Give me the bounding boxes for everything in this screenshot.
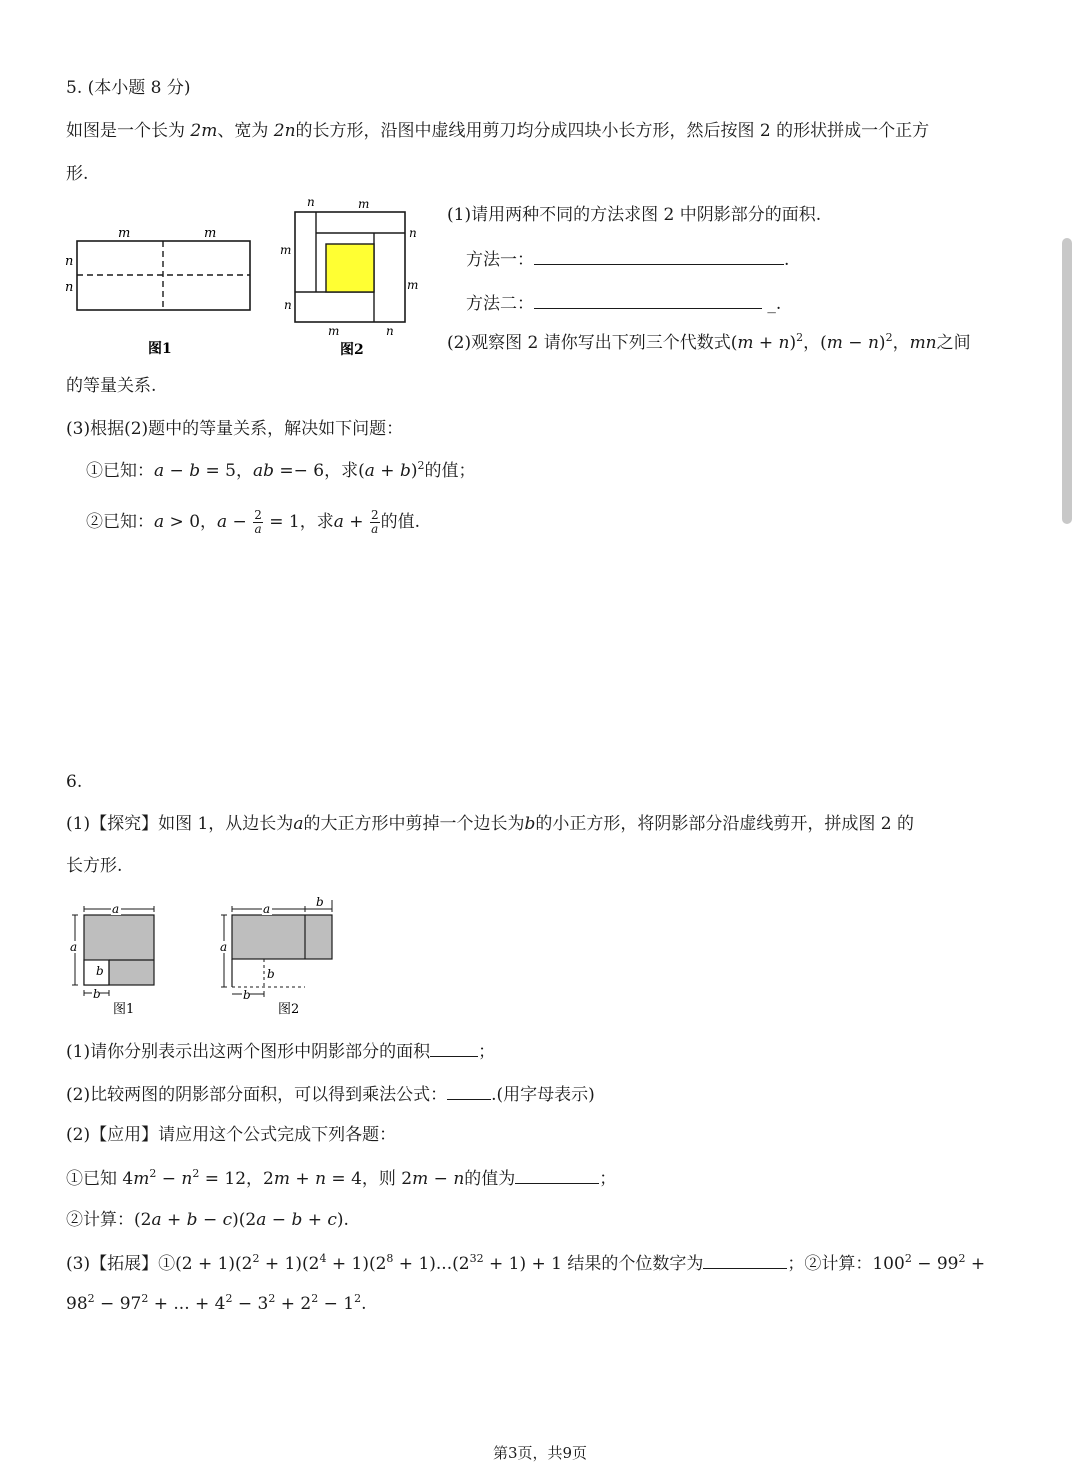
q5-fig1-label-m2: m [204, 226, 217, 241]
q5-item2: ②已知：a > 0，a − $\frac{2}{a}$ = 1，求a + $\frac{2}{a}$ 的值. [86, 508, 420, 536]
q6-q1: (1)请你分别表示出这两个图形中阴影部分的面积 ； [66, 1042, 496, 1062]
q5-fig2-label-bottom-m: m [328, 324, 340, 338]
q5-figure-2 [278, 192, 428, 362]
q5-method2-blank[interactable] [534, 292, 762, 309]
q5-fig2-label-right-m: m [407, 278, 419, 292]
q5-part2-line2: 的等量关系. [66, 376, 157, 396]
q6-fig2-label-bottom-b: b [243, 988, 251, 1002]
q5-method1-blank[interactable] [534, 248, 784, 265]
q6-title: 6. [66, 772, 83, 792]
q6-fig2-label-left-a: a [220, 940, 228, 954]
q5-method2: 方法二： _. [466, 294, 782, 314]
q6-extend-line2: $98^2 - 97^2$ + ... + $4^2 - 3^2 + 2^2 - 1^2$. [66, 1292, 367, 1314]
q6-q1-blank[interactable] [430, 1040, 478, 1057]
q5-fig2-label-top-m: m [358, 197, 370, 211]
q6-fig2-label-top-a: a [263, 902, 271, 916]
q5-figure-1 [60, 220, 260, 362]
q6-apply: (2)【应用】请应用这个公式完成下列各题： [66, 1125, 397, 1145]
q6-figure-1 [64, 898, 164, 1020]
q6-extend-line1: (3)【拓展】①(2 + $1)(2^2 + 1)(2^4 + 1)(2^8 + 1)...(2^{32} + 1) + 1$ 结果的个位数字为 ；②计算：$100^2 - 99^2$ + [66, 1252, 986, 1274]
q5-fig2-label-right-n: n [409, 226, 417, 240]
q6-fig1-label-top-a: a [112, 902, 120, 916]
q6-explore-line1: (1)【探究】如图 1，从边长为a的大正方形中剪掉一个边长为b的小正方形，将阴影部分沿虚线剪开，拼成图 2 的 [66, 814, 914, 834]
q6-fig1-label-inner-b: b [96, 964, 104, 978]
q6-apply-1: ①已知 $4m^2 - n^2 = 12$，2m + n = 4，则 2m − n的值为 ； [66, 1167, 617, 1189]
q6-apply-1-blank[interactable] [515, 1167, 599, 1184]
q5-method1: 方法一： . [466, 250, 790, 270]
page-footer: 第3页，共9页 [492, 1444, 588, 1462]
q5-fig2-label-left-n: n [284, 298, 292, 312]
q5-fig1-caption: 图1 [148, 341, 172, 357]
q5-intro-line1: 如图是一个长为 2m、宽为 2n的长方形，沿图中虚线用剪刀均分成四块小长方形，然后按图 2 的形状拼成一个正方 [66, 121, 930, 141]
q6-fig1-label-left-a: a [70, 940, 78, 954]
q5-fig2-caption: 图2 [340, 342, 364, 358]
vertical-scrollbar[interactable] [1062, 238, 1072, 524]
q5-title: 5. (本小题 8 分) [66, 78, 191, 98]
q6-explore-line2: 长方形. [66, 856, 123, 876]
q5-fig1-label-m1: m [118, 226, 131, 241]
q6-q2: (2)比较两图的阴影部分面积，可以得到乘法公式： .(用字母表示) [66, 1085, 595, 1105]
q6-fig2-label-inner-b: b [267, 967, 275, 981]
q6-extend-blank[interactable] [703, 1252, 787, 1269]
q6-fig2-label-top-b: b [316, 895, 324, 909]
q5-fig1-label-n2: n [65, 280, 74, 295]
q5-part1: (1)请用两种不同的方法求图 2 中阴影部分的面积. [447, 205, 822, 225]
q6-fig2-caption: 图2 [278, 1002, 300, 1017]
q6-apply-2: ②计算：(2a + b − c)(2a − b + c). [66, 1210, 349, 1230]
q6-q2-blank[interactable] [447, 1083, 491, 1100]
q6-figure-2 [214, 894, 354, 1020]
q5-fig1-label-n1: n [65, 254, 74, 269]
q5-fig2-label-bottom-n: n [386, 324, 394, 338]
q5-fig2-label-left-m: m [280, 243, 292, 257]
q6-fig1-caption: 图1 [113, 1002, 135, 1017]
q5-fig2-shaded-square [326, 244, 374, 292]
q6-fig1-label-bottom-b: b [93, 987, 101, 1001]
q5-intro-line2: 形. [66, 164, 89, 184]
q5-part3: (3)根据(2)题中的等量关系，解决如下问题： [66, 419, 404, 439]
q5-part2-line1: (2)观察图 2 请你写出下列三个代数式$(m + n)^2$，$(m - n)^2$，mn之间 [447, 331, 971, 353]
q5-item1: ①已知：a − b = 5，ab =− 6，求$(a + b)^2$的值； [86, 459, 476, 481]
q5-fig2-label-top-n: n [307, 195, 315, 209]
